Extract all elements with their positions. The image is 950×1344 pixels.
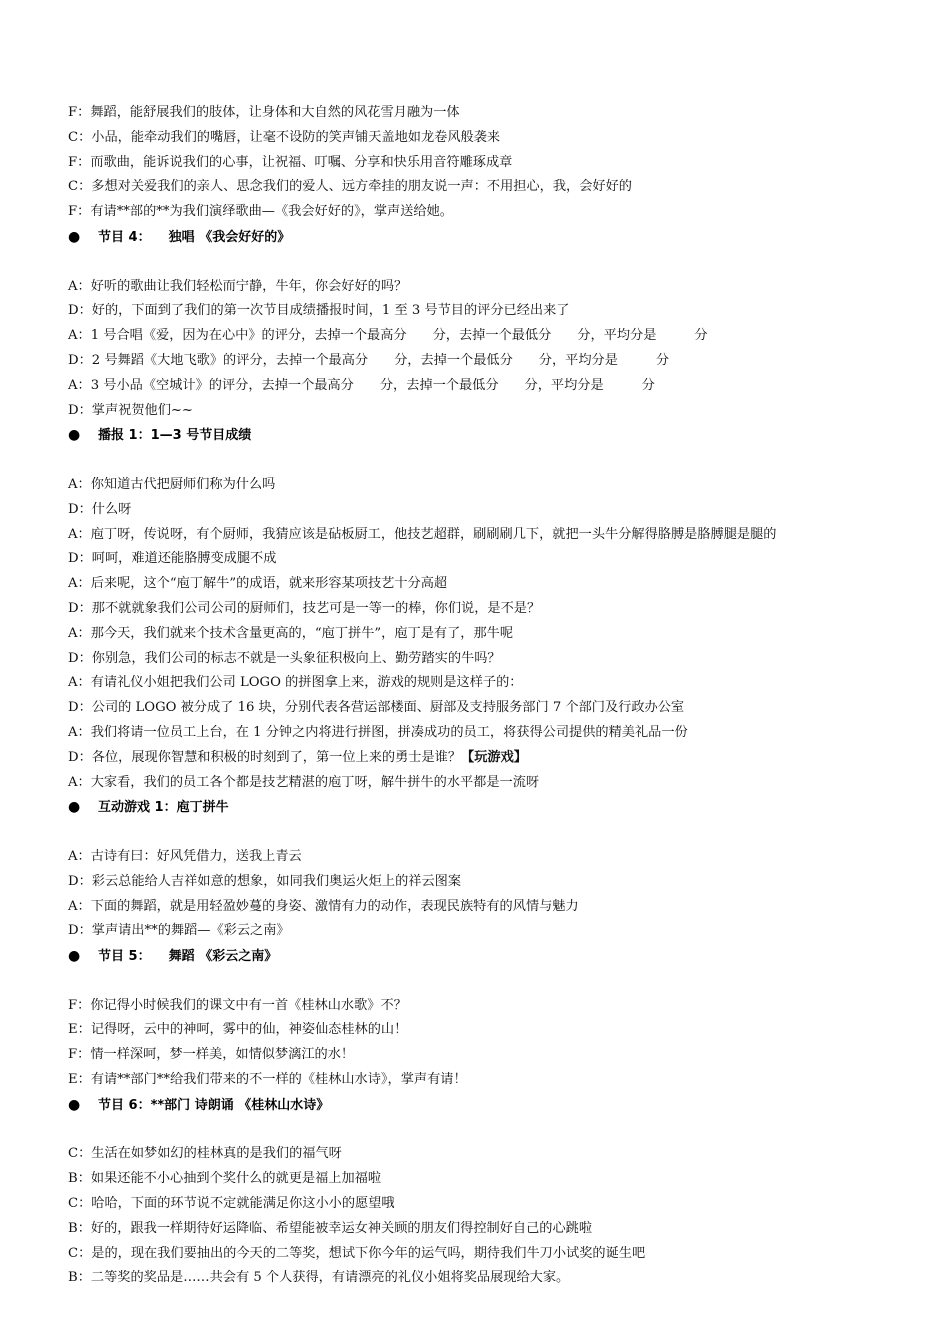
script-line: E：记得呀，云中的神呵，雾中的仙，神姿仙态桂林的山！: [68, 1022, 408, 1038]
script-line: D：好的，下面到了我们的第一次节目成绩播报时间，1 至 3 号节目的评分已经出来了: [68, 303, 570, 319]
script-line: A：古诗有曰：好风凭借力，送我上青云: [68, 848, 302, 864]
score-text: 分: [694, 328, 708, 344]
score-text: D：2 号舞蹈《大地飞歌》的评分，去掉一个最高分: [68, 352, 369, 368]
heading-text: 节目 4： 独唱 《我会好好的》: [98, 229, 291, 245]
program-heading: [68, 795, 888, 820]
program-heading: [68, 944, 888, 969]
bullet-icon: ●: [68, 948, 81, 965]
script-line: B：如果还能不小心抽到个奖什么的就更是福上加福啦: [68, 1171, 382, 1187]
script-line: A：下面的舞蹈，就是用轻盈妙蔓的身姿、激情有力的动作，表现民族特有的风情与魅力: [68, 898, 579, 914]
script-line: F：你记得小时候我们的课文中有一首《桂林山水歌》不？: [68, 997, 407, 1013]
script-line: F：舞蹈，能舒展我们的肢体，让身体和大自然的风花雪月融为一体: [68, 105, 460, 120]
program-heading: [68, 1093, 888, 1118]
script-line: C：生活在如梦如幻的桂林真的是我们的福气呀: [68, 1146, 342, 1162]
script-line: A：好听的歌曲让我们轻松而宁静，牛年，你会好好的吗？: [68, 278, 408, 294]
bullet-icon: ●: [68, 799, 81, 816]
script-line: C：是的，现在我们要抽出的今天的二等奖，想试下你今年的运气吗，期待我们牛刀小试奖的诞生吧: [68, 1245, 646, 1261]
script-line: E：有请**部门**给我们带来的不一样的《桂林山水诗》，掌声有请！: [68, 1072, 467, 1088]
score-text: 分，平均分是: [538, 352, 618, 368]
script-line: D：掌声祝贺他们~~: [68, 402, 193, 418]
script-line: A：后来呢，这个“庖丁解牛”的成语，就来形容某项技艺十分高超: [68, 576, 448, 592]
script-line: A：庖丁呀，传说呀，有个厨师，我猜应该是砧板厨工，他技艺超群，刷刷刷几下，就把一头牛分解得胳膊是胳膊腿是腿的: [68, 526, 777, 542]
script-line: [68, 746, 888, 771]
heading-text: 节目 5： 舞蹈 《彩云之南》: [98, 949, 278, 965]
script-line: D：彩云总能给人吉祥如意的想象，如同我们奥运火炬上的祥云图案: [68, 873, 462, 889]
script-line: D：你别急，我们公司的标志不就是一头象征积极向上、勤劳踏实的牛吗？: [68, 650, 501, 666]
script-line: C：多想对关爱我们的亲人、思念我们的爱人、远方牵挂的朋友说一声：不用担心，我，会好好的: [68, 179, 632, 195]
score-text: A：1 号合唱《爱，因为在心中》的评分，去掉一个最高分: [68, 328, 407, 344]
blank-line: [68, 250, 888, 275]
script-line: F：而歌曲，能诉说我们的心事，让祝福、叮嘱、分享和快乐用音符雕琢成章: [68, 154, 513, 170]
blank-line: [68, 448, 888, 473]
heading-text: 节目 6：**部门 诗朗诵 《桂林山水诗》: [98, 1097, 330, 1113]
script-line: A：有请礼仪小姐把我们公司 LOGO 的拼图拿上来，游戏的规则是这样子的：: [68, 675, 523, 691]
score-text: A：3 号小品《空城计》的评分，去掉一个最高分: [68, 377, 354, 393]
script-line: F：有请**部的**为我们演绎歌曲—《我会好好的》，掌声送给她。: [68, 204, 453, 220]
script-line: D：那不就就象我们公司公司的厨师们，技艺可是一等一的棒，你们说，是不是？: [68, 600, 541, 616]
script-line: D：呵呵，难道还能胳膊变成腿不成: [68, 551, 277, 567]
line-text: D：各位，展现你智慧和积极的时刻到了，第一位上来的勇士是谁？: [68, 749, 462, 765]
script-line: D：掌声请出**的舞蹈—《彩云之南》: [68, 923, 290, 939]
script-line: A：我们将请一位员工上台，在 1 分钟之内将进行拼图，拼凑成功的员工，将获得公司提供的精美礼品一份: [68, 724, 688, 740]
heading-text: 互动游戏 1：庖丁拼牛: [98, 800, 229, 816]
script-line: A：那今天，我们就来个技术含量更高的，“庖丁拼牛”，庖丁是有了，那牛呢: [68, 625, 514, 641]
script-line: C：小品，能牵动我们的嘴唇，让毫不设防的笑声铺天盖地如龙卷风般袭来: [68, 129, 501, 145]
score-line: [68, 374, 888, 399]
score-text: 分，去掉一个最低分: [379, 377, 499, 393]
program-heading: [68, 225, 888, 250]
bullet-icon: ●: [68, 228, 81, 245]
score-line: [68, 349, 888, 374]
script-line: A：大家看，我们的员工各个都是技艺精湛的庖丁呀，解牛拼牛的水平都是一流呀: [68, 774, 540, 790]
bullet-icon: ●: [68, 427, 81, 444]
score-text: 分: [655, 352, 670, 368]
blank-line: [68, 969, 888, 994]
stage-direction: 【玩游戏】: [461, 749, 527, 765]
score-text: 分，平均分是: [577, 328, 657, 344]
blank-line: [68, 820, 888, 845]
score-text: 分，平均分是: [524, 377, 604, 393]
bullet-icon: ●: [68, 1096, 81, 1113]
script-line: B：好的，跟我一样期待好运降临、希望能被幸运女神关顾的朋友们得控制好自己的心跳啦: [68, 1220, 592, 1236]
score-line: [68, 324, 888, 349]
program-heading: [68, 423, 888, 448]
script-line: C：哈哈，下面的环节说不定就能满足你这小小的愿望哦: [68, 1196, 395, 1212]
script-body: [68, 101, 888, 1291]
script-line: A：你知道古代把厨师们称为什么吗: [68, 476, 276, 492]
score-text: 分，去掉一个最低分: [432, 328, 552, 344]
script-line: F：情一样深呵，梦一样美，如情似梦漓江的水！: [68, 1047, 355, 1063]
script-line: D：什么呀: [68, 501, 132, 517]
score-text: 分，去掉一个最低分: [394, 352, 513, 368]
heading-text: 播报 1：1—3 号节目成绩: [98, 428, 252, 444]
script-line: B：二等奖的奖品是……共会有 5 个人获得，有请漂亮的礼仪小姐将奖品展现给大家。: [68, 1270, 570, 1286]
script-line: D：公司的 LOGO 被分成了 16 块，分别代表各营运部楼面、厨部及支持服务部门 7 个部门及行政办公室: [68, 700, 685, 716]
score-text: 分: [641, 377, 655, 393]
blank-line: [68, 1118, 888, 1143]
